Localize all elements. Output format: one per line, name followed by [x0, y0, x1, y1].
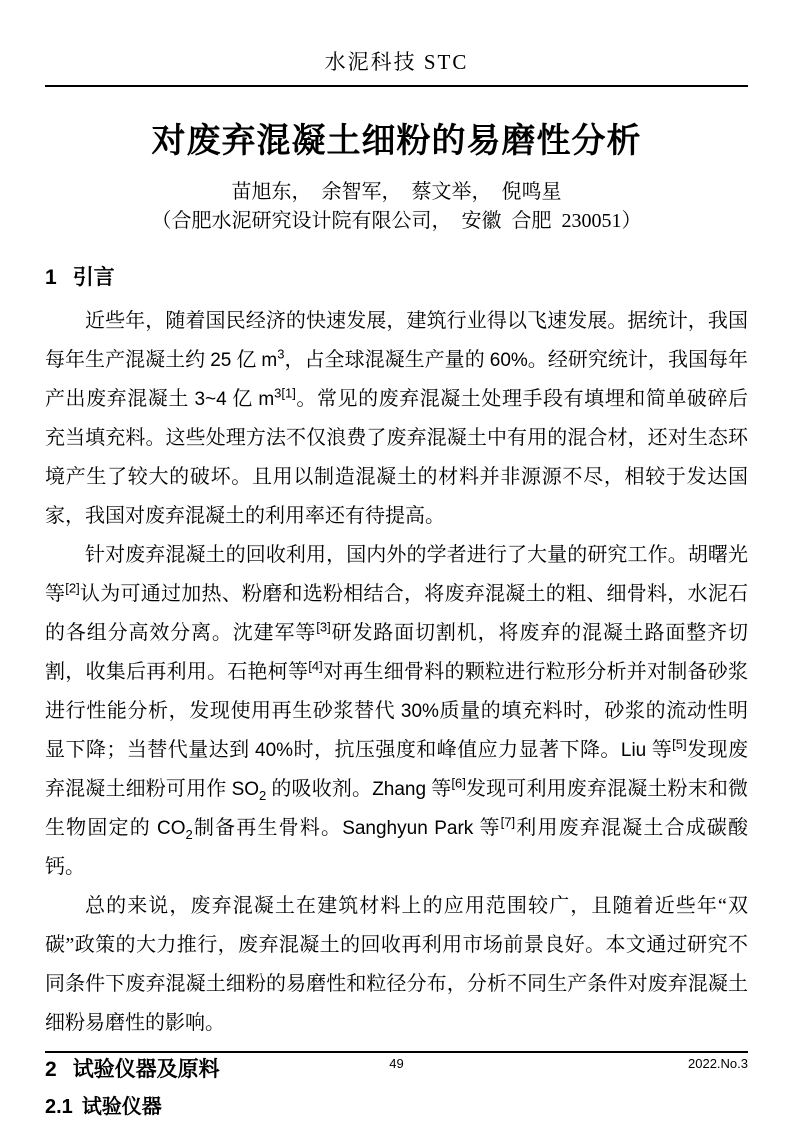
issue-label: 2022.No.3: [688, 1056, 748, 1071]
section-number: 2.1: [45, 1096, 73, 1118]
article-title: 对废弃混凝土细粉的易磨性分析: [151, 122, 642, 160]
running-head: 水泥科技 STC: [45, 0, 748, 87]
affiliation-line: （合肥水泥研究设计院有限公司， 安徽 合肥 230051）: [151, 210, 642, 232]
section-title: 引言: [72, 266, 115, 289]
section-number: 1: [45, 266, 57, 289]
authors-line: 苗旭东， 余智军， 蔡文举， 倪鸣星: [231, 181, 562, 203]
page-number: 49: [389, 1056, 404, 1071]
subsection-heading-instruments: [45, 1093, 748, 1121]
section-heading-introduction: [45, 264, 748, 292]
section-title: 试验仪器: [81, 1096, 162, 1118]
intro-paragraph-1: 近些年，随着国民经济的快速发展，建筑行业得以飞速发展。据统计，我国每年生产混凝土约 25 亿 $m^3$，占全球混凝生产量的 60%。经研究统计，我国每年产出废弃混凝土 3~4 亿 $m^{3[1]}$。常见的废弃混凝土处理手段有填埋和简单破碎后充当填充料。这些处理方法不仅浪费了废弃混凝土中有用的混合材，还对生态环境产生了较大的破坏。且用以制造混凝土的材料并非源源不尽，相较于发达国家，我国对废弃混凝土的利用率还有待提高。: [45, 310, 749, 527]
intro-paragraph-2: 针对废弃混凝土的回收利用，国内外的学者进行了大量的研究工作。胡曙光等[2]认为可通过加热、粉磨和选粉相结合，将废弃混凝土的粗、细骨料，水泥石的各组分高效分离。沈建军等[3]研发路面切割机，将废弃的混凝土路面整齐切割，收集后再利用。石艳柯等[4]对再生细骨料的颗粒进行粒形分析并对制备砂浆进行性能分析，发现使用再生砂浆替代 30%质量的填充料时，砂浆的流动性明显下降；当替代量达到 40%时，抗压强度和峰值应力显著下降。Liu 等[5]发现废弃混凝土细粉可用作 $SO_2$ 的吸收剂。Zhang 等[6]发现可利用废弃混凝土粉末和微生物固定的 $CO_2$制备再生骨料。Sanghyun Park 等[7]利用废弃混凝土合成碳酸钙。: [45, 544, 749, 878]
section-number: 2: [45, 1058, 57, 1081]
intro-paragraph-3: 总的来说，废弃混凝土在建筑材料上的应用范围较广，且随着近些年“双碳”政策的大力推行，废弃混凝土的回收再利用市场前景良好。本文通过研究不同条件下废弃混凝土细粉的易磨性和粒径分布，分析不同生产条件对废弃混凝土细粉易磨性的影响。: [45, 895, 748, 1034]
footer-row: [45, 1053, 748, 1075]
page-footer: [45, 1051, 748, 1075]
section-title: 试验仪器及原料: [72, 1058, 220, 1081]
